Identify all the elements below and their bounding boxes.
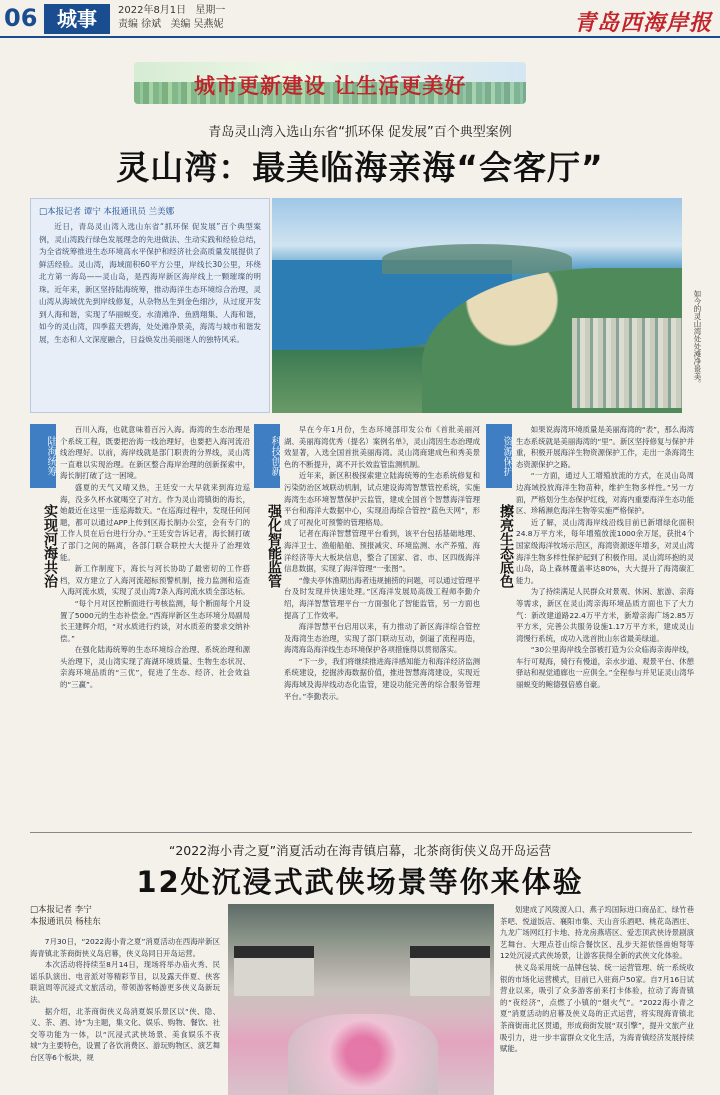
column3-body (516, 424, 694, 824)
paragraph: 为了持续满足人民群众对景观、休闲、旅游、亲海等需求，新区在灵山湾亲海环境品质方面也下了大力气：新改建道路22.4万平方米，新增亲海广场2.85万平方米，完善公共服务设施1.17万平方米，建成灵山湾慢行系统，成功入选首批山东省最美绿道。 (516, 587, 694, 643)
paragraph: 7月30日，“2022海小青之夏”消夏活动在西海岸新区海青镇北茶商街侠义岛启幕，侠义岛同日开岛运营。 (30, 937, 220, 958)
photo-crowd (288, 1014, 438, 1094)
issue-weekday: 星期一 (195, 5, 226, 16)
paragraph: 新工作制度下，海长与河长协助了最密切的工作搭档，双方建立了入海河流超标预警机制，接力监测和巡查入海河流水质，实现了灵山湾7条入海河流水质全部达标。 (60, 564, 250, 597)
paragraph: 近了解，灵山湾海岸线沿线目前已新增绿化面积24.8万平方米，每年增殖放流1000余万尾，获批4个国家级海洋牧场示范区，海湾资源逐年增多，对灵山湾海洋生物多样性保护起到了积极作用。灵山湾环抱的灵山岛，岛上森林覆盖率达80%，大大提升了海湾碳汇能力。 (516, 517, 694, 585)
photo-hill (382, 244, 572, 274)
photo-town (572, 318, 682, 408)
masthead (0, 0, 720, 38)
article1-byline: □本报记者 谭宁 本报通讯员 兰美娜 (39, 207, 175, 217)
photo-caption: 如今的灵山湾处处滩净景美。 (693, 290, 702, 388)
newspaper-logo: 青岛西海岸报 (573, 10, 712, 36)
article1-lead-box (30, 198, 270, 413)
article2-correspondent: 本报通讯员 杨桂东 (30, 917, 101, 927)
banner-slogan: 城市更新建设 让生活更美好 (194, 74, 467, 98)
campaign-banner (134, 62, 526, 104)
art-credit: 美编 吴燕妮 (170, 19, 224, 30)
paragraph: 如果说海湾环境质量是美丽海湾的“表”，那么海湾生态系统就是美丽海湾的“里”。新区坚持修复与保护并重，积极开展海洋生物资源保护工作，走出一条海湾生态资源保护之路。 (516, 425, 694, 469)
column1-subhead: 实现河海共治 (42, 504, 58, 588)
photo-building (410, 946, 490, 996)
issue-meta (118, 4, 231, 32)
column1-tag: 陆海统筹 (30, 424, 56, 488)
paragraph: 划建成了风陵渡入口、燕子坞国际进口商品汇、绿竹巷茶吧、悦道饭店、襄阳市集、天山音乐酒吧、桃花岛酒庄、九龙广场网红打卡地、持龙房燕塔区、爱恋顶武侠诗景剧演艺舞台、大理点苍山综合餐饮区、乱步天涯依怪兽炮弩等12处沉浸式武侠场景，让游客获得全新的武侠文化体验。 (500, 905, 694, 961)
column2-subhead: 强化智能监管 (266, 504, 282, 588)
section-label: 城事 (44, 4, 110, 34)
photo-building (234, 946, 314, 996)
article1-lead: 近日，青岛灵山湾入选山东省“抓环保 促发展”百个典型案例，灵山湾践行绿色发展理念的先进做法、生动实践和经验总结，为全省统筹推进生态环境高水平保护和经济社会高质量发展提供了鲜活经验。灵山湾，海域面积60平方公里，岸线长30公里，环绕北方第一海岛——灵山岛，是西海岸新区海岸线上一颗璀璨的明珠。近年来，新区坚持陆海统筹，推动海洋生态环境综合治理，灵山湾从海域优先到岸线修复，从杂物丛生到金色细沙，从过度开发到人海和谐，实现了华丽蜕变。水清滩净、鱼鸥翔集、人海和谐，如今的灵山湾，四季蓝天碧海，处处滩净景美，海湾与城市和谐发展，生态和人文深度融合，日益焕发出美丽迷人的独特风采。 (39, 222, 261, 344)
article2-byline (30, 904, 101, 928)
paragraph: “每个月对区控断面进行考核监测，每个断面每个月设置了5000元的生态补偿金。”西海岸新区生态环境分局副局长王建辉介绍，“对水质进行约谈，对水质差的要求交纳补偿。” (60, 598, 250, 643)
paragraph: “30公里海岸线全部被打造为公众临海亲海岸线，车行可观海，骑行有慢道，亲水步道、观景平台、休憩驿站和视觉通廊也一应俱全。”全程参与并见证灵山湾华丽蜕变的鲍德强倍感自豪。 (516, 645, 694, 690)
article2-column3 (500, 904, 694, 1095)
column3-subhead: 擦亮生态底色 (498, 504, 514, 588)
issue-date: 2022年8月1日 (118, 5, 187, 16)
section-divider (30, 832, 692, 833)
column3-tag: 资源保护 (486, 424, 512, 488)
paragraph: “像夫亭休渔期出海者违规捕捞的问题，可以通过管理平台及时发现并快速处理。”区海洋发展局高级工程师李勤介绍，海洋智慧管理平台一方面强化了智能监管，另一方面也提高了工作效率。 (284, 575, 480, 620)
article2-kicker: “2022海小青之夏”消夏活动在海青镇启幕，北茶商街侠义岛开岛运营 (168, 843, 552, 858)
article2-reporter: □本报记者 李宁 (30, 905, 92, 915)
paragraph: “一方面，通过人工增殖放流的方式，在灵山岛周边海域投放海洋生物苗种，维护生物多样性。”另一方面，严格划分生态保护红线，对海内重要海洋生态功能区、珍稀濒危海洋生物等实施严格保护。 (516, 471, 694, 516)
paragraph: 据介绍，北茶商街侠义岛消夏娱乐景区以“侠、隐、义、茶、酒、诗”为主题，集文化、娱乐、购物、餐饮、社交等功能为一体，以“沉浸式武侠场景、美食娱乐不夜城”为主要特色，设置了各饮消费区、游玩购物区、演艺舞台区等6个板块，规 (30, 1006, 220, 1062)
article2-column1 (30, 936, 220, 1095)
lingshan-bay-photo (272, 198, 682, 413)
paragraph: 侠义岛采用统一品牌包装、统一运营管理、统一系统收银的市场化运营模式，目前已入驻商户50家。自7月16日试营业以来，吸引了众多游客前来打卡体验，拉动了海青镇的“夜经济”，点燃了小镇的“烟火气”。“2022海小青之夏”消夏活动的启幕及侠义岛的正式运营，将实现海青镇北茶商街南北区贯通，形成商街发展“双引擎”，提升文旅产业吸引力，进一步丰富群众文化生活，为海青镇经济发展持续赋能。 (500, 962, 694, 1054)
article1-kicker: 青岛灵山湾入选山东省“抓环保 促发展”百个典型案例 (208, 125, 512, 140)
paragraph: 近年来，新区积极探索建立陆海统筹的生态系统修复和污染防治区域联动机制，试点建设海湾智慧管控系统，实施海湾生态环境智慧保护云监管，建成全国首个智慧海洋管理平台和海洋大数据中心，实现沿海综合管控“蓝色天网”，形成了可视化可预警的管理格局。 (284, 471, 480, 527)
paragraph: 百川入海，也就意味着百污入海。海湾的生态治理是个系统工程，既要把治海一线治理好，也要把入海河流沿线治理好。以前，海岸线就是部门职责的分界线，灵山湾一直难以实现治理。在新区整合海岸治理的创新探索中，海长制打破了这一困境。 (60, 425, 250, 481)
xiayi-island-photo (228, 904, 494, 1095)
page-number: 06 (4, 4, 38, 32)
paragraph: “下一步，我们将继续推进海洋感知能力和海洋经济监测系统建设，挖掘涉海数据价值，推进智慧海湾建设，实现近海海域及海岸线动态化监管，建设功能完善的综合服务管理平台。”李勤表示。 (284, 656, 480, 701)
paragraph: 海洋智慧平台启用以来，有力推动了新区海洋综合管控及海湾生态治理，实现了部门联动互动，倒逼了流程再造，海湾海岛海洋线生态环境保护各项措施得以贯彻落实。 (284, 622, 480, 655)
column1-body (60, 424, 250, 824)
paragraph: 盛夏的天气又晴又热，王廷安一大早就来到海边巡海，没多久杯水就喝空了对方。作为灵山湾镇街的海长，她最近在这里一连巡海数天。“在巡海过程中，发现任何问题，都可以通过APP上传到区海长制办公室，会有专门的工作人员在后台进行分办。”王廷安告诉记者，海长制打破了部门之间的隔离，各部门联合联控大大提升了治理效能。 (60, 482, 250, 562)
article1-headline: 灵山湾：最美临海亲海“会客厅” (116, 148, 604, 187)
column2-body (284, 424, 480, 824)
paragraph: 记者在海洋智慧管理平台看到，该平台包括基础地理、海洋卫士、渔船船舶、预报减灾、环境监测、水产养殖、海洋经济等大大板块信息，整合了国家、省、市、区四级海洋信息数据，实现了海洋管理“一张图”。 (284, 529, 480, 574)
editor-credit: 责编 徐斌 (118, 19, 162, 30)
article2-headline: 12处沉浸式武侠场景等你来体验 (136, 865, 584, 899)
paragraph: 早在今年1月份，生态环境部印发公布《首批美丽河湖、美丽海湾优秀（提名）案例名单》，灵山湾因生态治理成效显著，入选全国首批美丽海湾。灵山湾商建成色和秀美景色的不断提升，离不开长效监管监测机制。 (284, 425, 480, 469)
column2-tag: 科技创新 (254, 424, 280, 488)
paragraph: 本次活动将持续至8月14日，现场将举办庙火秀、民谣乐队演出、电音派对等精彩节目，以及露天伴夏、侠客联谊周等沉浸式文旅活动，带领游客畅游更多侠义岛新玩法。 (30, 960, 220, 1004)
paragraph: 在强化陆海统筹的生态环境综合治理、系统治理和源头治理下，灵山湾实现了海湖环境质量、生物生态状况、亲海环境品质的“三优”，促进了生态、经济、社会效益的“三赢”。 (60, 645, 250, 690)
